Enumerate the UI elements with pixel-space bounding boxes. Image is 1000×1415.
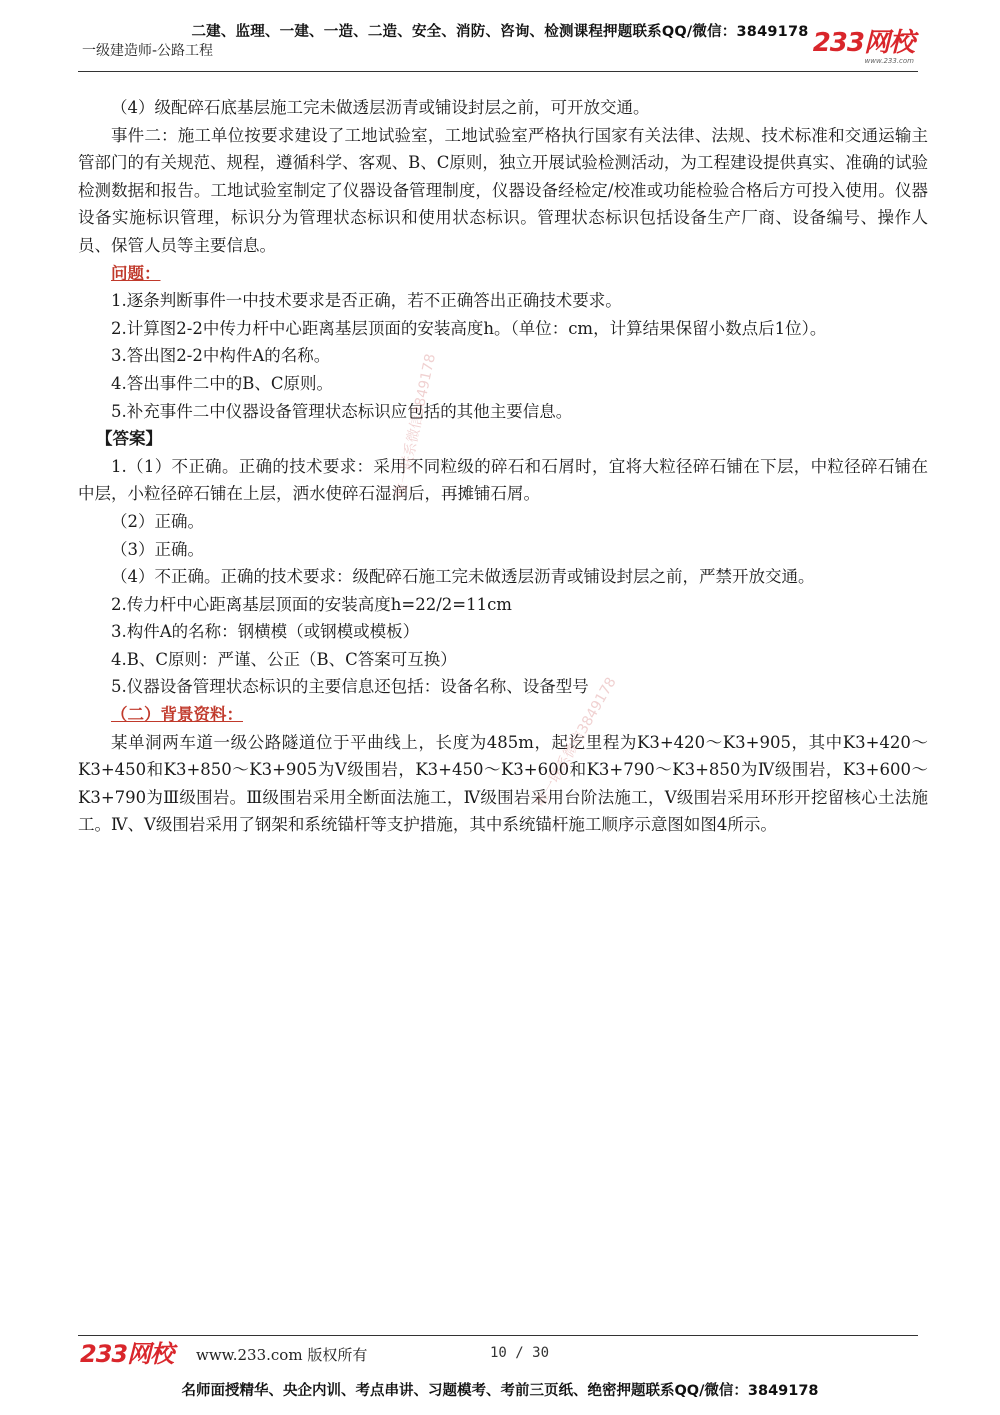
- logo-url: www.233.com: [864, 57, 914, 65]
- question-2: 2.计算图2-2中传力杆中心距离基层顶面的安装高度h。（单位：cm，计算结果保留小数点后1位）。: [111, 318, 827, 338]
- logo-text: 233网校: [812, 28, 914, 58]
- answer-4: 4.B、C原则：严谨、公正（B、C答案可互换）: [111, 649, 457, 669]
- page-number: 10 / 30: [490, 1345, 550, 1361]
- question-4: 4.答出事件二中的B、C原则。: [111, 373, 333, 393]
- section-two-heading-text: （二）背景资料：: [111, 705, 243, 725]
- answer-1-item-3: （3）正确。: [111, 539, 204, 559]
- answer-heading: 【答案】: [96, 429, 162, 449]
- header-divider: [78, 71, 918, 72]
- watermark-2: 唯一联系微信3849178: [532, 674, 620, 810]
- answer-1-item-1: 1.（1）不正确。正确的技术要求：采用不同粒级的碎石和石屑时，宜将大粒径碎石铺在下层，中粒径碎石铺在中层，小粒径碎石铺在上层，洒水使碎石湿润后，再摊铺石屑。: [78, 456, 928, 504]
- footer-banner: 名师面授精华、央企内训、考点串讲、习题模考、考前三页纸、绝密押题联系QQ/微信：3849178: [181, 1383, 819, 1399]
- brand-logo-header: [813, 30, 914, 65]
- watermark-1: 唯一联系微信3849178: [392, 352, 440, 499]
- answer-5: 5.仪器设备管理状态标识的主要信息还包括：设备名称、设备型号: [111, 677, 589, 697]
- paragraph-item-4: （4）级配碎石底基层施工完未做透层沥青或铺设封层之前，可开放交通。: [111, 98, 650, 117]
- answer-2: 2.传力杆中心距离基层顶面的安装高度h=22/2=11cm: [111, 594, 512, 614]
- footer-copyright: www.233.com 版权所有: [196, 1346, 368, 1364]
- answer-1-item-4: （4）不正确。正确的技术要求：级配碎石施工完未做透层沥青或铺设封层之前，严禁开放交通。: [111, 567, 815, 587]
- header-subtitle: 一级建造师-公路工程: [82, 43, 214, 59]
- footer-divider: [78, 1335, 918, 1336]
- document-body: [78, 94, 928, 839]
- header-banner: 二建、监理、一建、一造、二造、安全、消防、咨询、检测课程押题联系QQ/微信：3849178: [191, 24, 809, 40]
- question-5: 5.补充事件二中仪器设备管理状态标识应包括的其他主要信息。: [111, 401, 573, 421]
- section-two-heading: [78, 701, 928, 729]
- section-two-paragraph: 某单洞两车道一级公路隧道位于平曲线上，长度为485m，起讫里程为K3+420～K3+905，其中K3+420～K3+450和K3+850～K3+905为Ⅴ级围岩，K3+450～K3+600和K3+790～K3+850为Ⅳ级围岩，K3+600～K3+790为Ⅲ级围岩。Ⅲ级围岩采用全断面法施工，Ⅳ级围岩采用台阶法施工，Ⅴ级围岩采用环形开挖留核心土法施工。Ⅳ、Ⅴ级围岩采用了钢架和系统锚杆等支护措施，其中系统锚杆施工顺序示意图如图4所示。: [78, 732, 928, 835]
- question-1: 1.逐条判断事件一中技术要求是否正确，若不正确答出正确技术要求。: [111, 291, 622, 311]
- brand-logo-footer: [80, 1342, 173, 1366]
- questions-heading-text: 问题：: [111, 263, 161, 283]
- paragraph-event-two: 事件二：施工单位按要求建设了工地试验室，工地试验室严格执行国家有关法律、法规、技术标准和交通运输主管部门的有关规范、规程，遵循科学、客观、B、C原则，独立开展试验检测活动，为工程建设提供真实、准确的试验检测数据和报告。工地试验室制定了仪器设备管理制度，仪器设备经检定/校准或功能检验合格后方可投入使用。仪器设备实施标识管理，标识分为管理状态标识和使用状态标识。管理状态标识包括设备生产厂商、设备编号、操作人员、保管人员等主要信息。: [78, 125, 928, 255]
- questions-heading: [78, 260, 928, 288]
- answer-1-item-2: （2）正确。: [111, 511, 204, 531]
- answer-3: 3.构件A的名称：钢横模（或钢模或模板）: [111, 622, 420, 642]
- footer-logo-text: 233网校: [80, 1340, 174, 1368]
- question-3: 3.答出图2-2中构件A的名称。: [111, 346, 331, 366]
